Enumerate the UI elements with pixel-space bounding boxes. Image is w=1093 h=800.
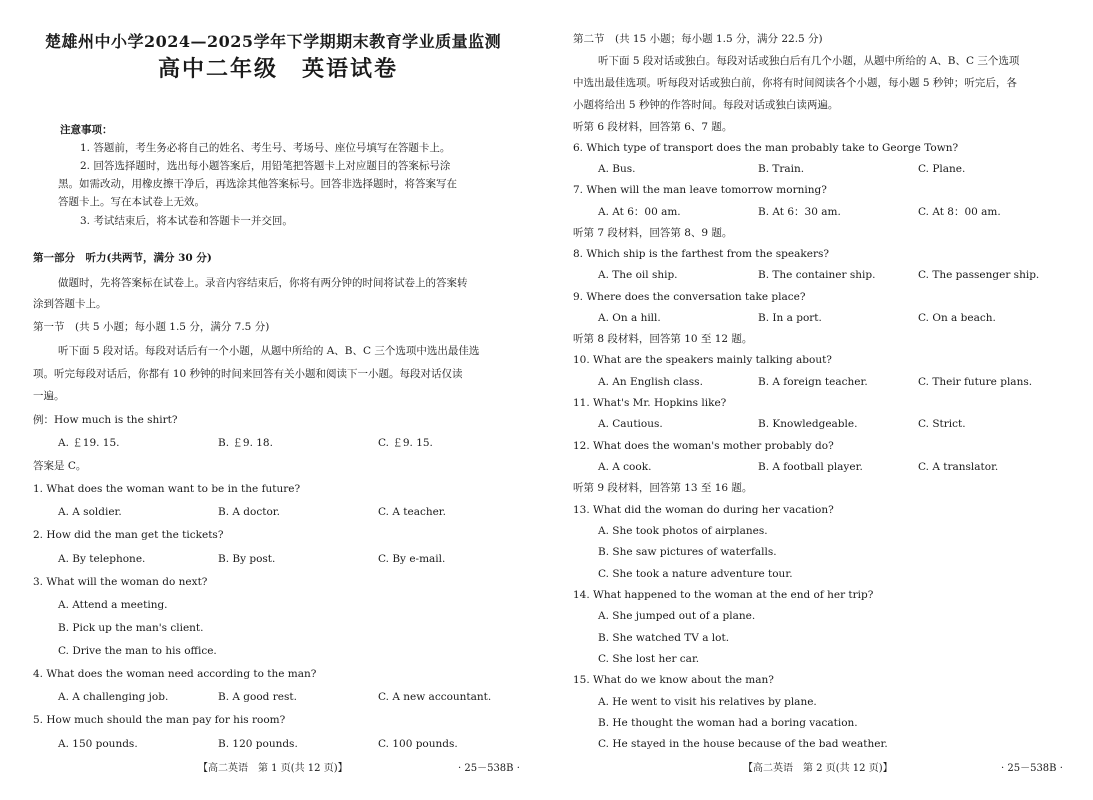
option: A. By telephone. (58, 553, 146, 565)
notice-item: 2. 回答选择题时，选出每小题答案后，用铅笔把答题卡上对应题目的答案标号涂 (80, 160, 451, 172)
option: A. He went to visit his relatives by plane. (598, 696, 817, 708)
material-heading: 听第 8 段材料，回答第 10 至 12 题。 (573, 333, 753, 345)
option: A. On a hill. (598, 312, 661, 324)
question: 4. What does the woman need according to the man? (33, 668, 317, 680)
question: 6. Which type of transport does the man probably take to George Town? (573, 142, 959, 154)
paragraph: 小题将给出 5 秒钟的作答时间。每段对话或独白读两遍。 (573, 99, 839, 111)
question: 1. What does the woman want to be in the future? (33, 483, 301, 495)
option: A. At 6：00 am. (598, 206, 681, 218)
option: B. A foreign teacher. (758, 376, 868, 388)
exam-title: 楚雄州中小学2024—2025学年下学期期末教育学业质量监测 (45, 32, 502, 51)
question: 14. What happened to the woman at the end of her trip? (573, 589, 874, 601)
notice-item: 3. 考试结束后，将本试卷和答题卡一并交回。 (80, 215, 293, 227)
option: C. Strict. (918, 418, 966, 430)
option: B. At 6：30 am. (758, 206, 841, 218)
paragraph: 听下面 5 段对话或独白。每段对话或独白后有几个小题，从题中所给的 A、B、C 三个选项 (598, 55, 1020, 67)
option: B. By post. (218, 553, 276, 565)
option: A. The oil ship. (598, 269, 678, 281)
option: C. Plane. (918, 163, 966, 175)
option: B. She watched TV a lot. (598, 632, 730, 644)
notice-heading: 注意事项： (60, 124, 113, 136)
option: A. Attend a meeting. (58, 599, 168, 611)
material-heading: 听第 6 段材料，回答第 6、7 题。 (573, 121, 733, 133)
paragraph: 做题时，先将答案标在试卷上。录音内容结束后，你将有两分钟的时间将试卷上的答案转 (58, 277, 468, 289)
option: A. A soldier. (58, 506, 122, 518)
option: A. She jumped out of a plane. (598, 610, 756, 622)
paragraph: 一遍。 (33, 390, 65, 402)
paragraph: 听下面 5 段对话。每段对话后有一个小题，从题中所给的 A、B、C 三个选项中选出最佳选 (58, 345, 480, 357)
question: 8. Which ship is the farthest from the speakers? (573, 248, 829, 260)
option: B. Train. (758, 163, 805, 175)
option: A. A cook. (598, 461, 652, 473)
option: C. By e-mail. (378, 553, 446, 565)
part-heading: 第一部分 听力(共两节，满分 30 分) (33, 252, 212, 264)
option: B. Knowledgeable. (758, 418, 858, 430)
option: C. Their future plans. (918, 376, 1033, 388)
question: 3. What will the woman do next? (33, 576, 208, 588)
option: B. A doctor. (218, 506, 280, 518)
section-heading: 第二节 (共 15 小题；每小题 1.5 分，满分 22.5 分) (573, 33, 823, 45)
option: C. She took a nature adventure tour. (598, 568, 793, 580)
paragraph: 涂到答题卡上。 (33, 298, 107, 310)
option: C. 100 pounds. (378, 738, 458, 750)
question: 5. How much should the man pay for his room? (33, 714, 286, 726)
material-heading: 听第 9 段材料，回答第 13 至 16 题。 (573, 482, 753, 494)
section-heading: 第一节 (共 5 小题；每小题 1.5 分，满分 7.5 分) (33, 321, 270, 333)
option: C. On a beach. (918, 312, 996, 324)
option: A. ￡19. 15. (58, 437, 120, 449)
notice-item: 答题卡上。写在本试卷上无效。 (58, 196, 205, 208)
page-code: · 25－538B · (458, 763, 520, 774)
option: B. A football player. (758, 461, 863, 473)
option: A. She took photos of airplanes. (598, 525, 768, 537)
question: 7. When will the man leave tomorrow morning? (573, 184, 827, 196)
option: C. At 8：00 am. (918, 206, 1001, 218)
option: B. ￡9. 18. (218, 437, 273, 449)
option: C. He stayed in the house because of the bad weather. (598, 738, 888, 750)
material-heading: 听第 7 段材料，回答第 8、9 题。 (573, 227, 733, 239)
option: A. 150 pounds. (58, 738, 138, 750)
option: A. Cautious. (598, 418, 663, 430)
option: A. An English class. (598, 376, 703, 388)
question: 12. What does the woman's mother probably do? (573, 440, 834, 452)
page-code: · 25－538B · (1001, 763, 1063, 774)
option: B. A good rest. (218, 691, 297, 703)
question: 13. What did the woman do during her vacation? (573, 504, 834, 516)
option: B. She saw pictures of waterfalls. (598, 546, 777, 558)
paragraph: 中选出最佳选项。听每段对话或独白前，你将有时间阅读各个小题，每小题 5 秒钟；听完后，各 (573, 77, 1017, 89)
option: B. In a port. (758, 312, 822, 324)
page-footer: 【高二英语 第 2 页(共 12 页)】 (743, 763, 893, 774)
question: 2. How did the man get the tickets? (33, 529, 224, 541)
exam-page-2 (546, 0, 1093, 800)
question: 10. What are the speakers mainly talking about? (573, 354, 832, 366)
option: C. A teacher. (378, 506, 447, 518)
notice-item: 黑。如需改动，用橡皮擦干净后，再选涂其他答案标号。回答非选择题时，将答案写在 (58, 178, 457, 190)
exam-subtitle: 高中二年级 英语试卷 (158, 56, 399, 82)
option: C. A translator. (918, 461, 999, 473)
option: B. He thought the woman had a boring vacation. (598, 717, 858, 729)
example-question: 例：How much is the shirt? (33, 414, 178, 426)
option: A. A challenging job. (58, 691, 169, 703)
notice-item: 1. 答题前，考生务必将自己的姓名、考生号、考场号、座位号填写在答题卡上。 (80, 142, 451, 154)
option: A. Bus. (598, 163, 636, 175)
option: C. The passenger ship. (918, 269, 1040, 281)
option: C. ￡9. 15. (378, 437, 433, 449)
question: 15. What do we know about the man? (573, 674, 774, 686)
page-footer: 【高二英语 第 1 页(共 12 页)】 (198, 763, 348, 774)
example-answer: 答案是 C。 (33, 460, 87, 472)
question: 11. What's Mr. Hopkins like? (573, 397, 727, 409)
option: C. A new accountant. (378, 691, 492, 703)
option: C. She lost her car. (598, 653, 700, 665)
option: B. 120 pounds. (218, 738, 298, 750)
question: 9. Where does the conversation take place? (573, 291, 806, 303)
option: B. Pick up the man's client. (58, 622, 204, 634)
paragraph: 项。听完每段对话后，你都有 10 秒钟的时间来回答有关小题和阅读下一小题。每段对话仅读 (33, 368, 463, 380)
exam-page-1 (0, 0, 546, 800)
option: B. The container ship. (758, 269, 876, 281)
option: C. Drive the man to his office. (58, 645, 217, 657)
